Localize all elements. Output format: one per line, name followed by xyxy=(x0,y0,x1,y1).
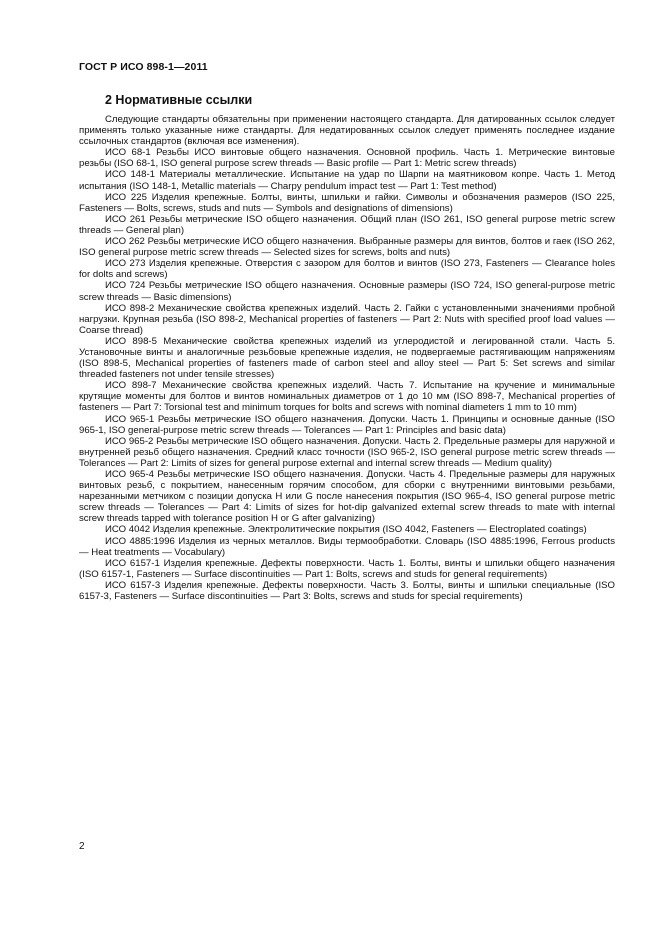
reference-iso-225: ИСО 225 Изделия крепежные. Болты, винты, шпильки и гайки. Символы и обозначения размеров (ISO 225, Fasteners — Bolts, screws, studs and nuts — Symbols and designations of dimensions) xyxy=(79,191,615,214)
section-title: 2 Нормативные ссылки xyxy=(105,93,253,107)
reference-iso-965-4: ИСО 965-4 Резьбы метрические ISO общего назначения. Допуски. Часть 4. Предельные размеры для наружных винтовых резьб, с покрытием, нанесенным горячим способом, для сборки с внутренними винтовыми резьбами, нарезанными метчиком с позиции допуска H или G после нанесения покрытия (ISO 965-4, ISO general purpose metric screw threads — Tolerances — Part 4: Limits of sizes for hot-dip galvanized external screw threads to mate with internal screw threads tapped with tolerance position H or G after galvanizing) xyxy=(79,469,615,525)
reference-iso-4042: ИСО 4042 Изделия крепежные. Электролитические покрытия (ISO 4042, Fasteners — Electroplated coatings) xyxy=(105,524,587,536)
reference-iso-6157-3: ИСО 6157-3 Изделия крепежные. Дефекты поверхности. Часть 3. Болты, винты и шпильки специальные (ISO 6157-3, Fasteners — Surface discontinuities — Part 3: Bolts, screws and studs for special requirements) xyxy=(79,579,615,603)
reference-iso-6157-1: ИСО 6157-1 Изделия крепежные. Дефекты поверхности. Часть 1. Болты, винты и шпильки общего назначения (ISO 6157-1, Fasteners — Surface discontinuities — Part 1: Bolts, screws and studs for general requirements) xyxy=(79,557,615,580)
reference-iso-4885: ИСО 4885:1996 Изделия из черных металлов. Виды термообработки. Словарь (ISO 4885:1996, Ferrous products — Heat treatments — Vocabulary) xyxy=(79,535,615,558)
reference-iso-148-1: ИСО 148-1 Материалы металлические. Испытание на удар по Шарпи на маятниковом копре. Часть 1. Метод испытания (ISO 148-1, Metallic materials — Charpy pendulum impact test — Part 1: Test method) xyxy=(79,169,615,192)
reference-iso-898-2: ИСО 898-2 Механические свойства крепежных изделий. Часть 2. Гайки с установленными значениями пробной нагрузки. Крупная резьба (ISO 898-2, Mechanical properties of fasteners — Part 2: Nuts with specified proof load values — Coarse thread) xyxy=(79,302,615,336)
reference-iso-273: ИСО 273 Изделия крепежные. Отверстия с зазором для болтов и винтов (ISO 273, Fasteners — Clearance holes for dolts and screws) xyxy=(79,258,615,281)
page-header: ГОСТ Р ИСО 898-1—2011 xyxy=(79,61,208,73)
reference-iso-262: ИСО 262 Резьбы метрические ИСО общего назначения. Выбранные размеры для винтов, болтов и гаек (ISO 262, ISO general purpose metric screw threads — Selected sizes for screws, bolts and nuts) xyxy=(79,236,615,259)
reference-iso-898-7: ИСО 898-7 Механические свойства крепежных изделий. Часть 7. Испытание на кручение и минимальные крутящие моменты для болтов и винтов номинальных диаметров от 1 до 10 мм (ISO 898-7, Mechanical properties of fasteners — Part 7: Torsional test and minimum torques for bolts and screws with nominal diameters 1 mm to 10 mm) xyxy=(79,380,615,414)
reference-iso-965-2: ИСО 965-2 Резьбы метрические ISO общего назначения. Допуски. Часть 2. Предельные размеры для наружной и внутренней резьб общего назначения. Средний класс точности (ISO 965-2, ISO general purpose metric screw threads — Tolerances — Part 2: Limits of sizes for general purpose external and internal screw threads — Medium quality) xyxy=(79,435,615,469)
page-number: 2 xyxy=(79,841,85,852)
reference-iso-965-1: ИСО 965-1 Резьбы метрические ISO общего назначения. Допуски. Часть 1. Принципы и основные данные (ISO 965-1, ISO general-purpose metric screw threads — Tolerances — Part 1: Principles and basic data) xyxy=(79,413,615,436)
reference-iso-724: ИСО 724 Резьбы метрические ISO общего назначения. Основные размеры (ISO 724, ISO general-purpose metric screw threads — Basic dimensions) xyxy=(79,280,615,303)
body-text xyxy=(79,114,615,602)
reference-iso-68-1: ИСО 68-1 Резьбы ИСО винтовые общего назначения. Основной профиль. Часть 1. Метрические винтовые резьбы (ISO 68-1, ISO general purpose screw threads — Basic profile — Part 1: Metric screw threads) xyxy=(79,147,615,170)
reference-iso-261: ИСО 261 Резьбы метрические ISO общего назначения. Общий план (ISO 261, ISO general purpose metric screw threads — General plan) xyxy=(79,213,615,236)
reference-iso-898-5: ИСО 898-5 Механические свойства крепежных изделий из углеродистой и легированной стали. Часть 5. Установочные винты и аналогичные резьбовые крепежные изделия, не подвергаемые растягивающим напряжениям (ISO 898-5, Mechanical properties of fasteners made of carbon steel and alloy steel — Part 5: Set screws and similar threaded fasteners not under tensile stresses) xyxy=(79,335,615,381)
intro-paragraph: Следующие стандарты обязательны при применении настоящего стандарта. Для датированных ссылок следует применять только указанные ниже стандарты. Для недатированных ссылок следует применять последнее издание ссылочных стандартов (включая все изменения). xyxy=(79,114,615,148)
